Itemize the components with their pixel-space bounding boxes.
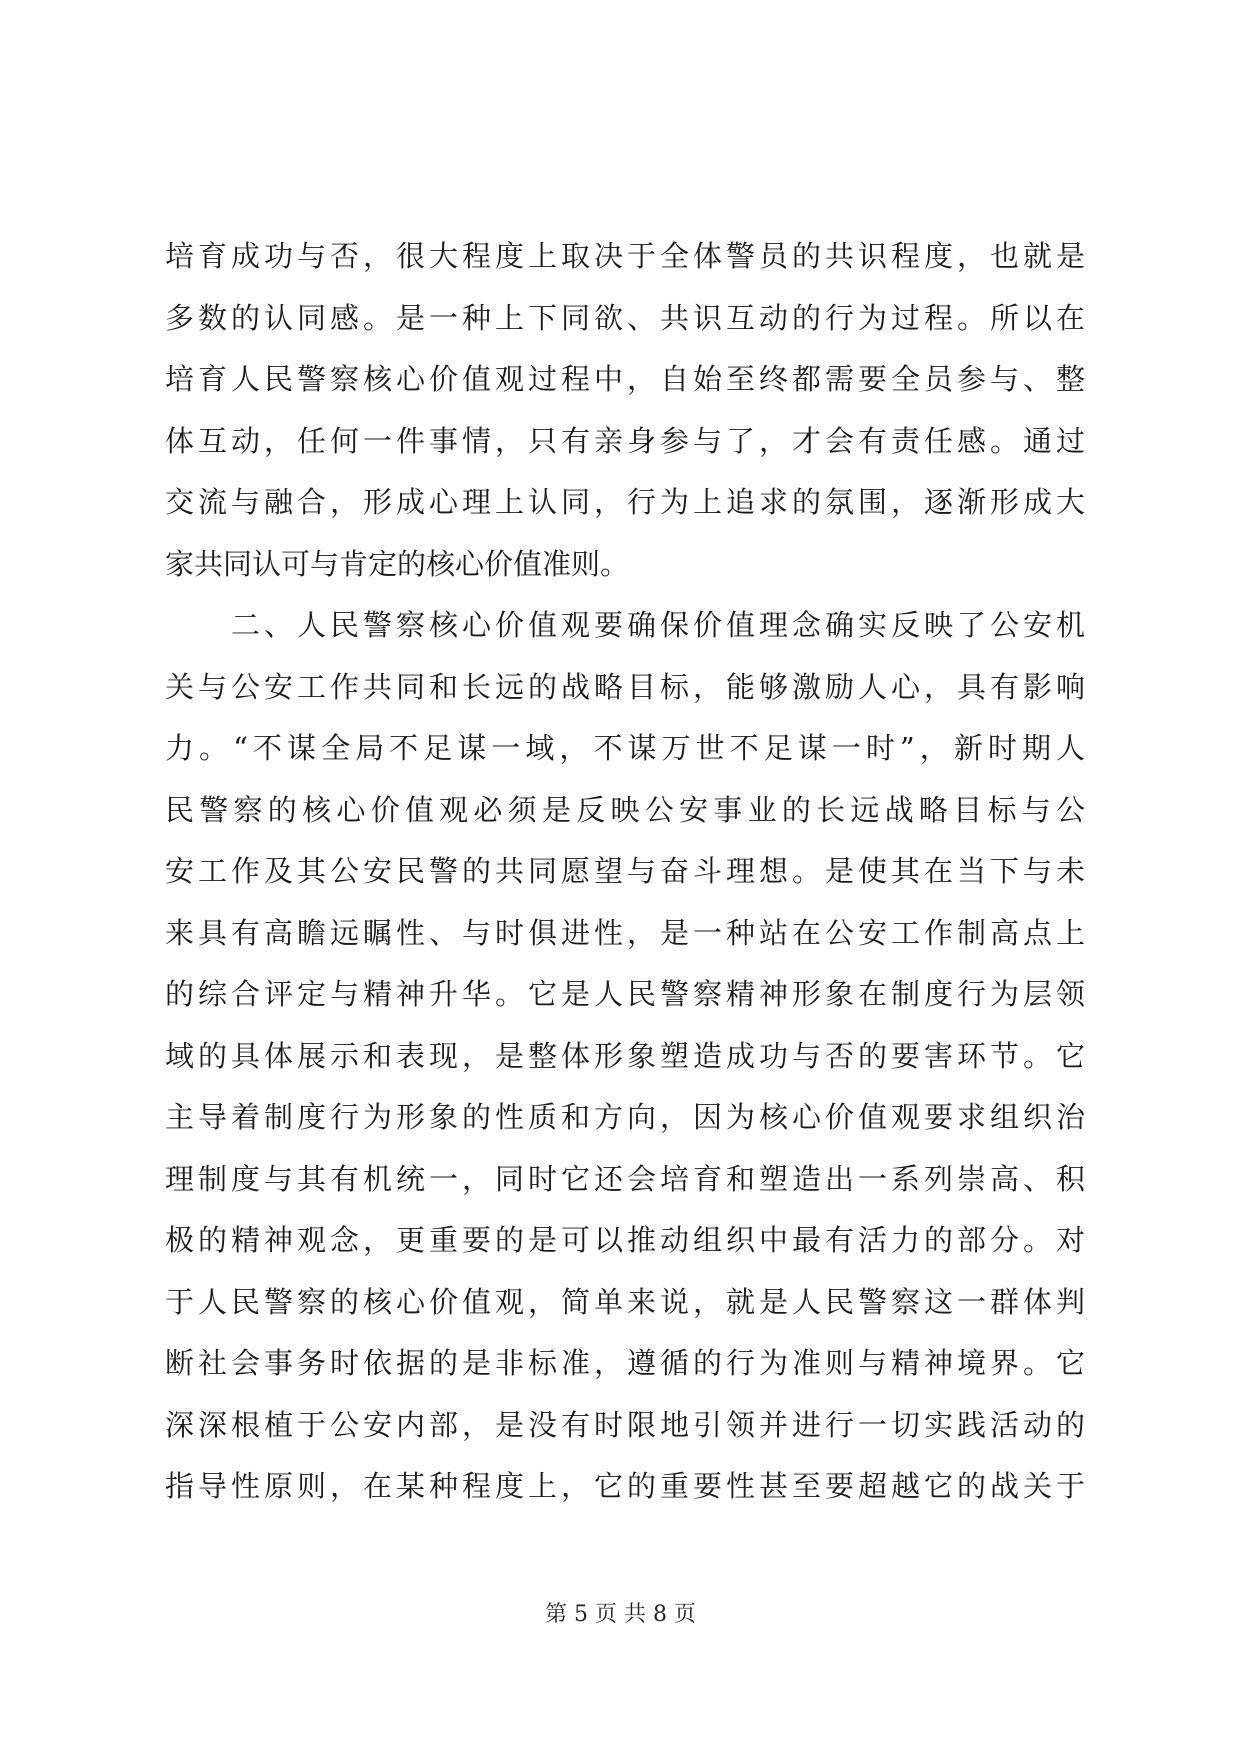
text-line: 培育人民警察核心价值观过程中，自始至终都需要全员参与、整 <box>165 362 1085 396</box>
text-line: 理制度与其有机统一，同时它还会培育和塑造出一系列崇高、积 <box>165 1161 1085 1196</box>
text-line: 深深根植于公安内部，是没有时限地引领并进行一切实践活动的 <box>165 1407 1085 1442</box>
text-line: 关与公安工作共同和长远的战略目标，能够激励人心，具有影响 <box>165 669 1085 704</box>
text-line: 民警察的核心价值观必须是反映公安事业的长远战略目标与公 <box>165 792 1085 827</box>
text-line: 体互动，任何一件事情，只有亲身参与了，才会有责任感。通过 <box>165 423 1085 458</box>
text-line: 交流与融合，形成心理上认同，行为上追求的氛围，逐渐形成大 <box>165 485 1085 519</box>
text-line: 多数的认同感。是一种上下同欲、共识互动的行为过程。所以在 <box>165 300 1085 335</box>
text-line: 的综合评定与精神升华。它是人民警察精神形象在制度行为层领 <box>165 977 1085 1011</box>
text-line: 力。“不谋全局不足谋一域，不谋万世不足谋一时”，新时期人 <box>165 731 1085 765</box>
page-number-footer: 第 5 页 共 8 页 <box>545 1602 696 1627</box>
text-line: 于人民警察的核心价值观，简单来说，就是人民警察这一群体判 <box>165 1284 1085 1319</box>
text-line: 主导着制度行为形象的性质和方向，因为核心价值观要求组织治 <box>165 1100 1085 1134</box>
text-line: 家共同认可与肯定的核心价值准则。 <box>165 546 630 581</box>
text-line: 安工作及其公安民警的共同愿望与奋斗理想。是使其在当下与未 <box>165 854 1085 888</box>
text-line: 来具有高瞻远瞩性、与时俱进性，是一种站在公安工作制高点上 <box>165 915 1085 950</box>
text-line: 二、人民警察核心价值观要确保价值理念确实反映了公安机 <box>165 608 1085 642</box>
body-text <box>165 226 1085 1518</box>
text-line: 域的具体展示和表现，是整体形象塑造成功与否的要害环节。它 <box>165 1038 1085 1073</box>
text-line: 指导性原则，在某种程度上，它的重要性甚至要超越它的战关于 <box>165 1469 1085 1503</box>
text-line: 培育成功与否，很大程度上取决于全体警员的共识程度，也就是 <box>165 239 1085 273</box>
text-line: 极的精神观念，更重要的是可以推动组织中最有活力的部分。对 <box>165 1223 1085 1257</box>
text-line: 断社会事务时依据的是非标准，遵循的行为准则与精神境界。它 <box>165 1346 1085 1380</box>
